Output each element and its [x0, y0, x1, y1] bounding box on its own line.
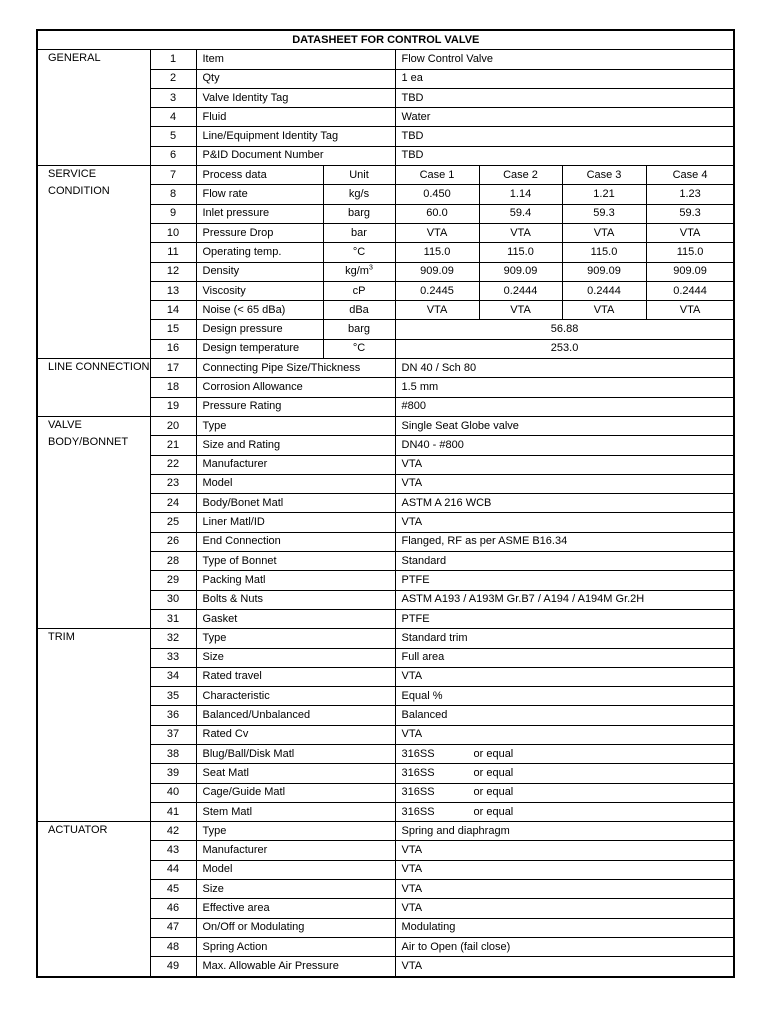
row-number: 24: [150, 494, 196, 513]
item-value: VTA: [395, 455, 734, 474]
item-value: VTA: [395, 957, 734, 977]
item-value: Spring and diaphragm: [395, 822, 734, 841]
unit-cell: [323, 301, 395, 320]
row-number: 38: [150, 744, 196, 763]
row-number: 34: [150, 667, 196, 686]
item-label: Line/Equipment Identity Tag: [196, 127, 395, 146]
case-value: VTA: [646, 223, 734, 242]
case-value: 0.2444: [562, 281, 646, 300]
title-row: [37, 30, 734, 50]
item-value: Air to Open (fail close): [395, 937, 734, 956]
row-number: 16: [150, 339, 196, 358]
row-number: 6: [150, 146, 196, 165]
item-label: Rated travel: [196, 667, 395, 686]
unit-cell: [323, 223, 395, 242]
category-trim: TRIM: [37, 629, 150, 822]
row-number: 2: [150, 69, 196, 88]
case-value: 909.09: [646, 262, 734, 281]
item-label: Inlet pressure: [196, 204, 323, 223]
row-number: 47: [150, 918, 196, 937]
material-value: 316SS: [401, 786, 435, 799]
item-value: ASTM A 216 WCB: [395, 494, 734, 513]
item-value: DN 40 / Sch 80: [395, 359, 734, 378]
unit-cell: [323, 262, 395, 281]
row-number: 45: [150, 880, 196, 899]
item-label: Characteristic: [196, 687, 395, 706]
row-number: 39: [150, 764, 196, 783]
item-value: Standard: [395, 552, 734, 571]
item-label: Type: [196, 416, 395, 435]
item-label: Design temperature: [196, 339, 323, 358]
item-value: [395, 802, 734, 821]
row-number: 8: [150, 185, 196, 204]
row-number: 33: [150, 648, 196, 667]
item-label: Flow rate: [196, 185, 323, 204]
item-label: Valve Identity Tag: [196, 88, 395, 107]
item-label: Body/Bonet Matl: [196, 494, 395, 513]
unit-cell: barg: [323, 320, 395, 339]
row-number: 29: [150, 571, 196, 590]
case-value: VTA: [395, 301, 479, 320]
row-number: 37: [150, 725, 196, 744]
case-value: 909.09: [395, 262, 479, 281]
item-value: PTFE: [395, 609, 734, 628]
item-value: Balanced: [395, 706, 734, 725]
case-value: 909.09: [479, 262, 562, 281]
item-value: Flow Control Valve: [395, 50, 734, 69]
case-value: VTA: [395, 223, 479, 242]
row-number: 35: [150, 687, 196, 706]
item-value: TBD: [395, 146, 734, 165]
item-value: TBD: [395, 127, 734, 146]
case-value: 909.09: [562, 262, 646, 281]
row-number: 28: [150, 552, 196, 571]
unit-cell: °C: [323, 339, 395, 358]
item-label: Model: [196, 474, 395, 493]
item-label: Corrosion Allowance: [196, 378, 395, 397]
row-32: [37, 629, 734, 648]
row-number: 17: [150, 359, 196, 378]
row-number: 20: [150, 416, 196, 435]
case-value: VTA: [479, 301, 562, 320]
case-value: 1.23: [646, 185, 734, 204]
row-number: 11: [150, 243, 196, 262]
item-label: Process data: [196, 166, 323, 185]
item-label: Spring Action: [196, 937, 395, 956]
case-value: VTA: [562, 223, 646, 242]
row-number: 22: [150, 455, 196, 474]
item-label: Qty: [196, 69, 395, 88]
item-label: Rated Cv: [196, 725, 395, 744]
item-label: Viscosity: [196, 281, 323, 300]
case-value: 115.0: [646, 243, 734, 262]
row-number: 30: [150, 590, 196, 609]
row-number: 4: [150, 108, 196, 127]
material-equivalence: or equal: [473, 805, 514, 818]
row-number: 44: [150, 860, 196, 879]
row-number: 18: [150, 378, 196, 397]
unit-cell: [323, 185, 395, 204]
row-number: 19: [150, 397, 196, 416]
item-label: On/Off or Modulating: [196, 918, 395, 937]
item-value: VTA: [395, 899, 734, 918]
item-value: VTA: [395, 667, 734, 686]
case-value: VTA: [562, 301, 646, 320]
row-number: 25: [150, 513, 196, 532]
item-value: Single Seat Globe valve: [395, 416, 734, 435]
item-value: DN40 - #800: [395, 436, 734, 455]
item-value: Equal %: [395, 687, 734, 706]
unit-cell: [323, 281, 395, 300]
item-value: Standard trim: [395, 629, 734, 648]
material-equivalence: or equal: [473, 766, 514, 779]
item-value: Modulating: [395, 918, 734, 937]
row-number: 7: [150, 166, 196, 185]
item-value: [395, 783, 734, 802]
case-value: 59.4: [479, 204, 562, 223]
design-value: 56.88: [395, 320, 734, 339]
unit-cell: [323, 243, 395, 262]
row-number: 14: [150, 301, 196, 320]
item-label: Size: [196, 880, 395, 899]
row-number: 48: [150, 937, 196, 956]
category-service: SERVICE CONDITION: [37, 166, 150, 359]
item-label: Gasket: [196, 609, 395, 628]
case-header: Case 3: [562, 166, 646, 185]
item-label: Size and Rating: [196, 436, 395, 455]
item-label: Effective area: [196, 899, 395, 918]
category-valve: VALVE BODY/BONNET: [37, 416, 150, 628]
row-number: 46: [150, 899, 196, 918]
item-value: #800: [395, 397, 734, 416]
material-value: 316SS: [401, 747, 435, 760]
row-number: 42: [150, 822, 196, 841]
item-label: Type: [196, 822, 395, 841]
item-label: P&ID Document Number: [196, 146, 395, 165]
case-value: 59.3: [646, 204, 734, 223]
case-value: 60.0: [395, 204, 479, 223]
item-value: VTA: [395, 513, 734, 532]
row-number: 36: [150, 706, 196, 725]
unit-cell: [323, 204, 395, 223]
row-number: 31: [150, 609, 196, 628]
row-number: 13: [150, 281, 196, 300]
case-value: 115.0: [395, 243, 479, 262]
item-label: End Connection: [196, 532, 395, 551]
unit-text: cP: [352, 284, 366, 297]
unit-text: kg/m: [345, 265, 369, 278]
item-label: Seat Matl: [196, 764, 395, 783]
unit-text: °C: [352, 245, 366, 258]
row-42: [37, 822, 734, 841]
item-label: Type of Bonnet: [196, 552, 395, 571]
item-label: Size: [196, 648, 395, 667]
case-value: 115.0: [479, 243, 562, 262]
row-20: [37, 416, 734, 435]
case-value: VTA: [646, 301, 734, 320]
row-number: 15: [150, 320, 196, 339]
item-label: Max. Allowable Air Pressure: [196, 957, 395, 977]
case-value: 0.2445: [395, 281, 479, 300]
item-label: Noise (< 65 dBa): [196, 301, 323, 320]
design-value: 253.0: [395, 339, 734, 358]
case-value: 115.0: [562, 243, 646, 262]
row-number: 49: [150, 957, 196, 977]
item-value: Flanged, RF as per ASME B16.34: [395, 532, 734, 551]
item-label: Type: [196, 629, 395, 648]
row-number: 26: [150, 532, 196, 551]
row-number: 5: [150, 127, 196, 146]
item-label: Item: [196, 50, 395, 69]
material-value: 316SS: [401, 805, 435, 818]
row-number: 3: [150, 88, 196, 107]
item-value: 1.5 mm: [395, 378, 734, 397]
unit-text: barg: [347, 207, 371, 220]
item-label: Stem Matl: [196, 802, 395, 821]
case-value: VTA: [479, 223, 562, 242]
unit-text: dBa: [349, 303, 369, 316]
item-label: Liner Matl/ID: [196, 513, 395, 532]
unit-superscript: 3: [368, 264, 373, 272]
item-value: ASTM A193 / A193M Gr.B7 / A194 / A194M Gr.2H: [395, 590, 734, 609]
item-value: VTA: [395, 841, 734, 860]
case-value: 0.2444: [646, 281, 734, 300]
case-header: Case 2: [479, 166, 562, 185]
case-value: 0.450: [395, 185, 479, 204]
row-number: 10: [150, 223, 196, 242]
item-label: Manufacturer: [196, 841, 395, 860]
item-label: Design pressure: [196, 320, 323, 339]
item-value: PTFE: [395, 571, 734, 590]
case-value: 1.21: [562, 185, 646, 204]
item-value: 1 ea: [395, 69, 734, 88]
item-label: Fluid: [196, 108, 395, 127]
row-17: [37, 359, 734, 378]
material-value: 316SS: [401, 766, 435, 779]
datasheet-title: DATASHEET FOR CONTROL VALVE: [37, 30, 734, 50]
row-number: 43: [150, 841, 196, 860]
item-value: VTA: [395, 880, 734, 899]
row-number: 9: [150, 204, 196, 223]
unit-text: kg/s: [348, 188, 370, 201]
row-7: [37, 166, 734, 185]
row-1: [37, 50, 734, 69]
material-equivalence: or equal: [473, 786, 514, 799]
item-label: Connecting Pipe Size/Thickness: [196, 359, 395, 378]
item-value: VTA: [395, 474, 734, 493]
item-label: Density: [196, 262, 323, 281]
row-number: 21: [150, 436, 196, 455]
item-value: [395, 744, 734, 763]
item-label: Packing Matl: [196, 571, 395, 590]
case-value: 0.2444: [479, 281, 562, 300]
item-value: [395, 764, 734, 783]
row-number: 23: [150, 474, 196, 493]
row-number: 1: [150, 50, 196, 69]
datasheet-table: [36, 29, 735, 978]
item-label: Cage/Guide Matl: [196, 783, 395, 802]
item-value: VTA: [395, 725, 734, 744]
item-label: Balanced/Unbalanced: [196, 706, 395, 725]
row-number: 40: [150, 783, 196, 802]
material-equivalence: or equal: [473, 747, 514, 760]
row-number: 41: [150, 802, 196, 821]
item-value: TBD: [395, 88, 734, 107]
case-value: 1.14: [479, 185, 562, 204]
unit-header: Unit: [323, 166, 395, 185]
case-value: 59.3: [562, 204, 646, 223]
item-value: Water: [395, 108, 734, 127]
case-header: Case 4: [646, 166, 734, 185]
item-label: Pressure Rating: [196, 397, 395, 416]
item-label: Bolts & Nuts: [196, 590, 395, 609]
item-label: Pressure Drop: [196, 223, 323, 242]
category-general: GENERAL: [37, 50, 150, 166]
row-number: 32: [150, 629, 196, 648]
item-value: VTA: [395, 860, 734, 879]
item-label: Manufacturer: [196, 455, 395, 474]
item-value: Full area: [395, 648, 734, 667]
category-line: LINE CONNECTION: [37, 359, 150, 417]
item-label: Operating temp.: [196, 243, 323, 262]
item-label: Model: [196, 860, 395, 879]
unit-text: bar: [351, 226, 367, 239]
item-label: Blug/Ball/Disk Matl: [196, 744, 395, 763]
case-header: Case 1: [395, 166, 479, 185]
category-actuator: ACTUATOR: [37, 822, 150, 977]
row-number: 12: [150, 262, 196, 281]
